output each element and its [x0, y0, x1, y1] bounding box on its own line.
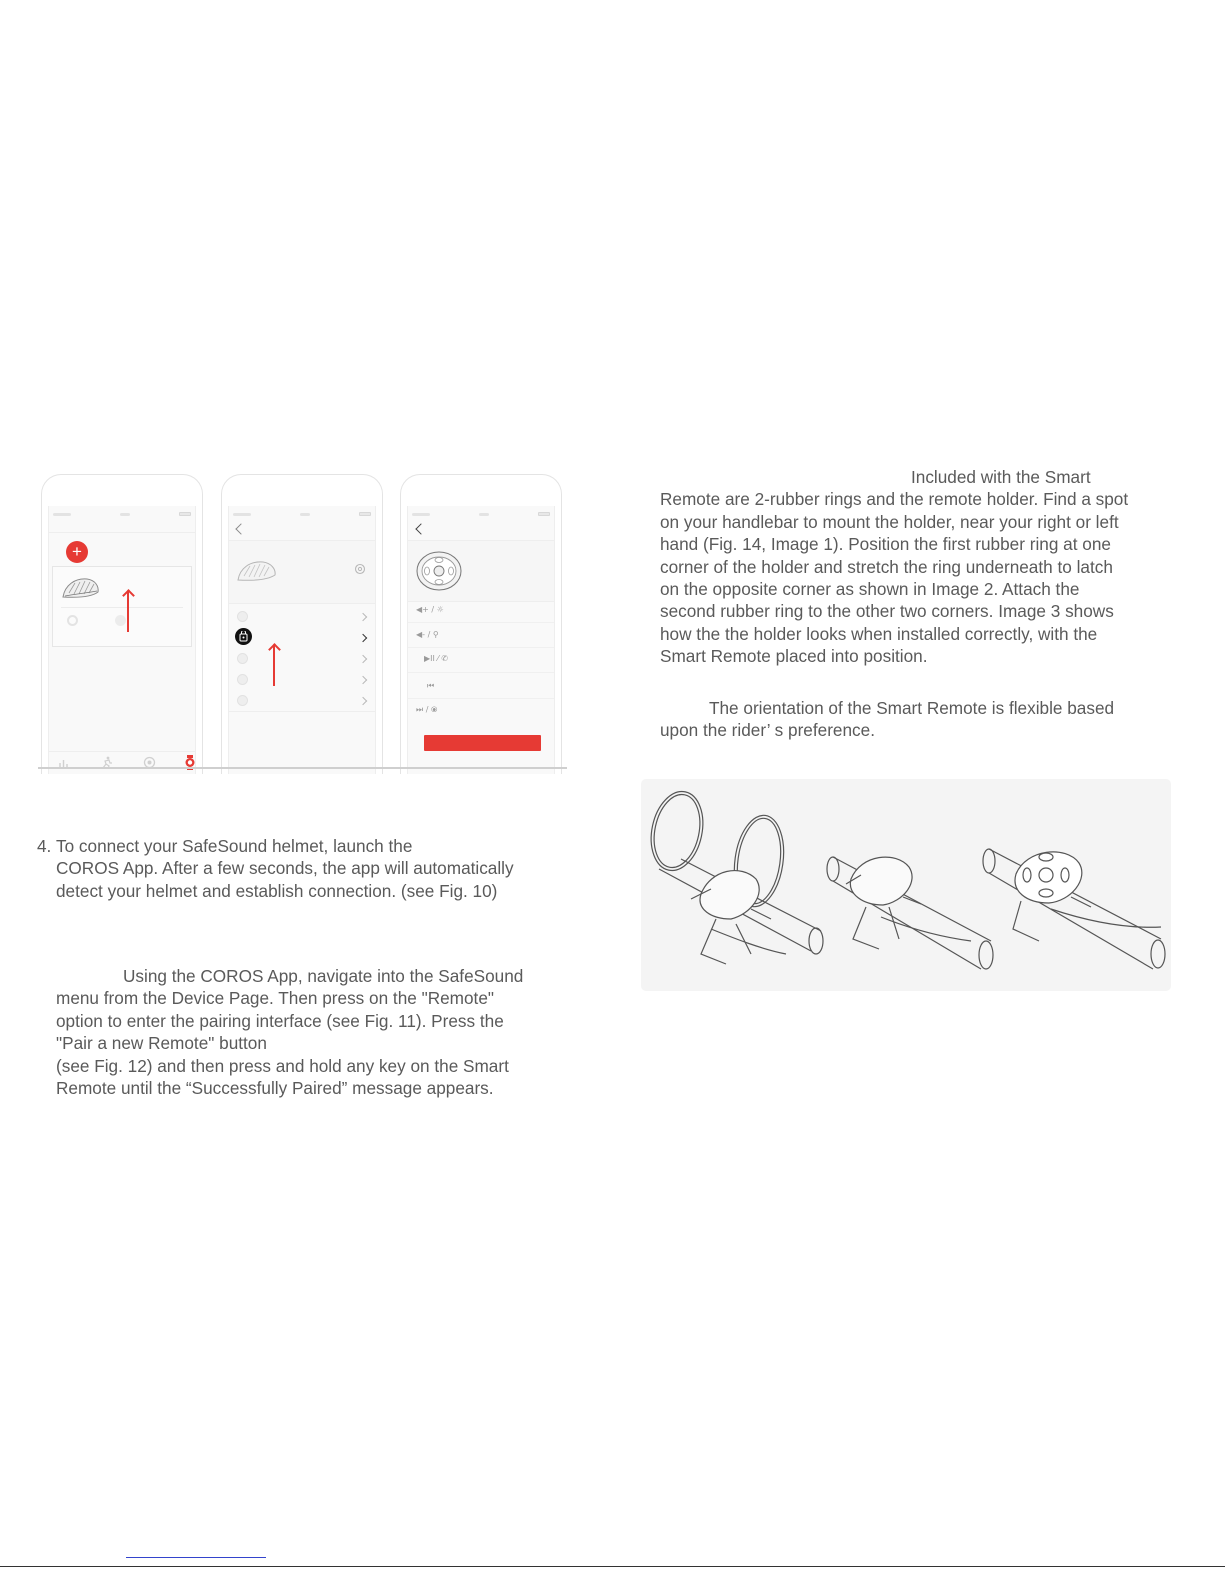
status-bar [412, 510, 550, 518]
chevron-right-icon[interactable] [359, 655, 367, 663]
phone-safesound-menu [221, 474, 383, 774]
volume-up-icon: ◀+ / ☼ [416, 605, 444, 614]
chevron-right-icon[interactable] [359, 697, 367, 705]
footer-link[interactable] [126, 1557, 266, 1558]
menu-item-icon [237, 653, 248, 664]
menu-item-icon [237, 611, 248, 622]
mounting-illustration [641, 779, 1171, 991]
handlebar-illustration-3 [983, 849, 1165, 969]
phone-screen [407, 506, 555, 774]
helmet-icon [236, 558, 278, 584]
volume-down-icon: ◀- / ⚲ [416, 630, 439, 639]
paragraph-line: Remote are 2-rubber rings and the remote holder. Find a spot [660, 489, 1129, 510]
helmet-device-card[interactable] [52, 566, 192, 647]
handlebar-illustration-2 [827, 857, 993, 969]
next-track-icon: ⏭ / ⦿ [416, 705, 438, 714]
step-number: 4. [37, 836, 52, 856]
pairing-instructions [56, 965, 576, 1099]
paragraph-line: on your handlebar to mount the holder, near your right or left [660, 511, 1119, 532]
paragraph-line: menu from the Device Page. Then press on the "Remote" [56, 988, 494, 1009]
bottom-nav [49, 751, 195, 774]
handlebar-illustration-1 [644, 787, 823, 964]
remote-icon [415, 550, 463, 592]
orientation-note [660, 697, 1180, 742]
menu-item-icon [237, 674, 248, 685]
step-line: COROS App. After a few seconds, the app will automatically [56, 858, 514, 879]
paragraph-line: Remote until the “Successfully Paired” message appears. [56, 1078, 494, 1099]
chevron-right-icon[interactable] [359, 613, 367, 621]
info-icon [115, 615, 126, 626]
paragraph-line: Using the COROS App, navigate into the SafeSound [123, 966, 524, 986]
phone-screen [48, 506, 196, 774]
gear-icon[interactable] [67, 615, 78, 626]
paragraph-line: Smart Remote placed into position. [660, 646, 928, 667]
add-device-button[interactable] [66, 541, 88, 563]
paragraph-line: (see Fig. 12) and then press and hold any key on the Smart [56, 1055, 509, 1076]
pair-new-remote-button[interactable] [424, 735, 541, 751]
phone-device-page [41, 474, 203, 774]
menu-item-icon [237, 695, 248, 706]
paragraph-line: "Pair a new Remote" button [56, 1033, 267, 1054]
prev-track-icon: ⏮ [427, 681, 435, 690]
step-line: detect your helmet and establish connection. (see Fig. 10) [56, 880, 498, 901]
plus-icon: + [72, 542, 82, 561]
paragraph-line: hand (Fig. 14, Image 1). Position the first rubber ring at one [660, 534, 1111, 555]
phone-screen [228, 506, 376, 774]
play-pause-icon: ▶II ⁄ ✆ [424, 654, 448, 663]
paragraph-line: Included with the Smart [911, 467, 1091, 487]
phone-remote-settings [400, 474, 562, 774]
paragraph-line: on the opposite corner as shown in Image 2. Attach the [660, 579, 1080, 600]
step-4 [37, 835, 567, 902]
chevron-right-icon[interactable] [359, 634, 367, 642]
paragraph-line: The orientation of the Smart Remote is flexible based [709, 698, 1115, 718]
paragraph-line: corner of the holder and stretch the ring underneath to latch [660, 556, 1113, 577]
paragraph-line: upon the rider’ s preference. [660, 720, 875, 741]
paragraph-line: option to enter the pairing interface (see Fig. 11). Press the [56, 1010, 504, 1031]
paragraph-line: how the the holder looks when installed correctly, with the [660, 623, 1098, 644]
status-bar [233, 510, 371, 518]
figure-baseline [38, 767, 567, 769]
mounting-instructions [660, 466, 1180, 668]
chevron-right-icon[interactable] [359, 676, 367, 684]
page-bottom-rule [0, 1566, 1225, 1567]
back-chevron-icon[interactable] [235, 523, 246, 534]
settings-icon[interactable] [354, 563, 366, 575]
back-chevron-icon[interactable] [415, 523, 426, 534]
paragraph-line: second rubber ring to the other two corners. Image 3 shows [660, 601, 1114, 622]
status-bar [53, 510, 191, 518]
remote-icon [239, 631, 248, 642]
step-line: To connect your SafeSound helmet, launch the [56, 836, 413, 856]
helmet-icon [61, 575, 101, 601]
